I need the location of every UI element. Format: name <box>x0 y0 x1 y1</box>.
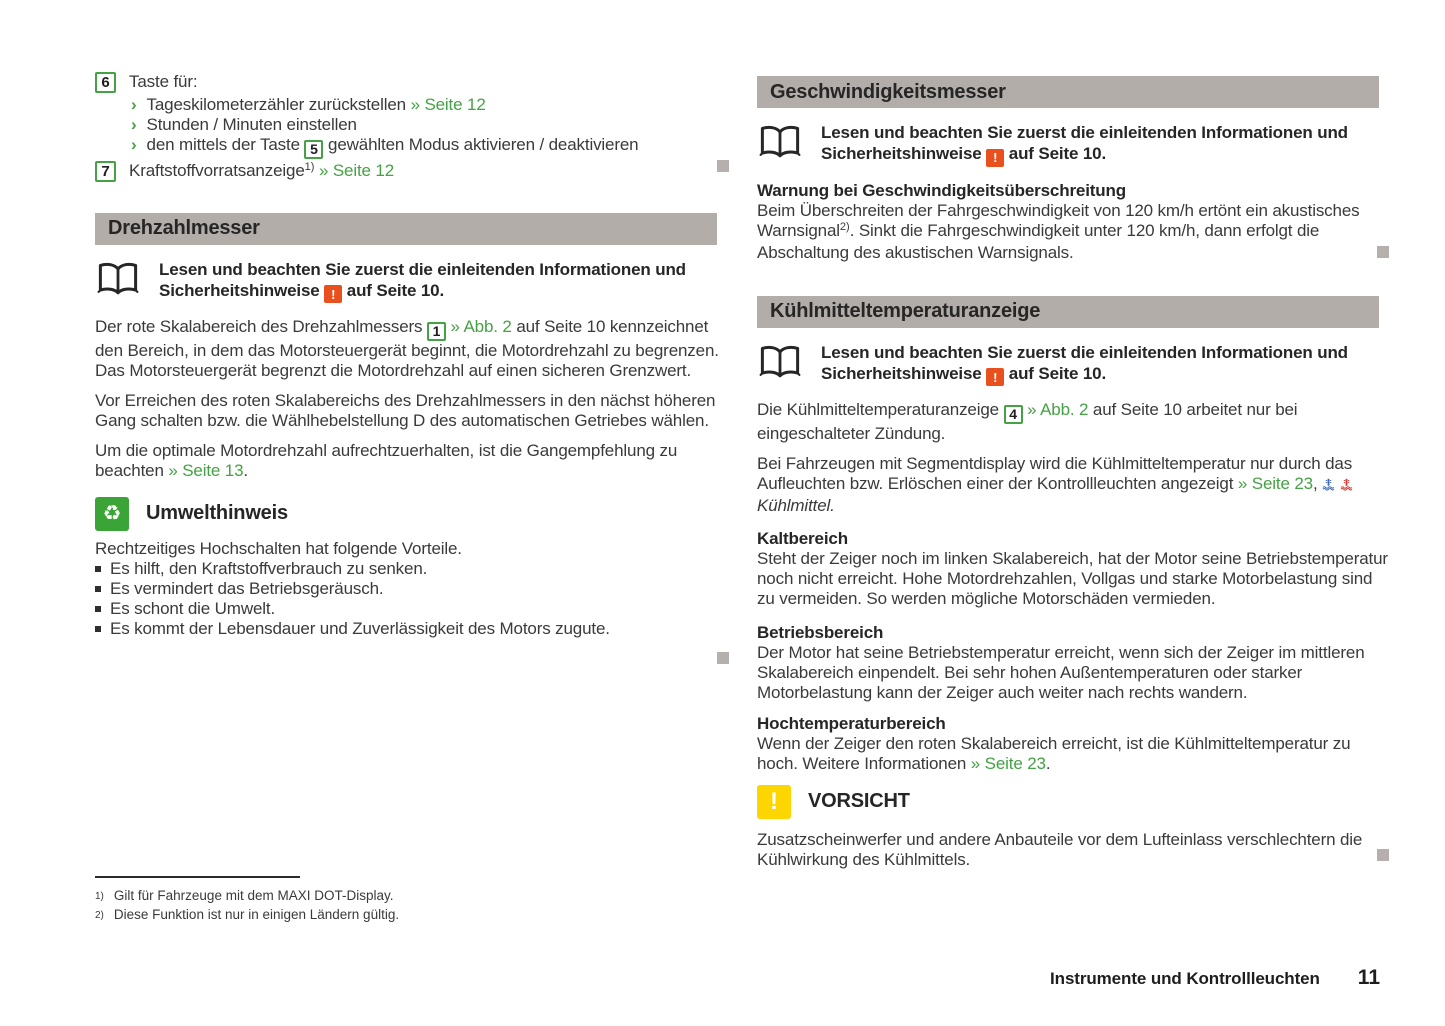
sub-bullet-item <box>131 135 727 159</box>
caution-heading <box>757 785 1389 819</box>
list-item <box>95 619 727 639</box>
open-book-icon <box>757 124 803 166</box>
list-item <box>95 599 727 619</box>
paragraph: Um die optimale Motordrehzahl aufrechtzuerhalten, ist die Gangempfehlung zu beachten » Seite 13. <box>95 440 678 480</box>
footnote-marker: 1) <box>95 891 104 902</box>
coolant-red-icon <box>1340 476 1353 496</box>
read-first-note <box>95 259 727 304</box>
sub-heading: Hochtemperaturbereich <box>757 713 946 733</box>
list-item <box>95 579 727 599</box>
read-first-note-text: Lesen und beachten Sie zuerst die einleitenden Informationen und Sicherheitshinweise ! auf Seite 10. <box>821 123 1348 165</box>
paragraph: Zusatzscheinwerfer und andere Anbauteile vor dem Lufteinlass verschlechtern die Kühlwirkung des Kühlmittels. <box>757 829 1363 869</box>
legend-item-6 <box>95 72 727 93</box>
sub-heading: Warnung bei Geschwindigkeitsüberschreitung <box>757 180 1127 200</box>
list-item-text: Es hilft, den Kraftstoffverbrauch zu senken. <box>110 558 428 578</box>
paragraph: Beim Überschreiten der Fahrgeschwindigkeit von 120 km/h ertönt ein akustisches Warnsignal$^{2)}$. Sinkt die Fahrgeschwindigkeit unter 120 km/h, dann erfolgt die Abschaltung des akustischen Warnsignals. <box>757 200 1360 262</box>
cross-reference-link[interactable]: » Seite 12 <box>410 95 486 114</box>
paragraph: Wenn der Zeiger den roten Skalabereich erreicht, ist die Kühlmitteltemperatur zu hoch. Weitere Informationen » Seite 23. <box>757 733 1351 773</box>
cross-reference-link[interactable]: » Seite 23 <box>1237 473 1313 493</box>
square-bullet-icon <box>95 566 101 572</box>
cross-reference-link[interactable]: » Seite 12 <box>318 160 395 180</box>
read-first-note-text: Lesen und beachten Sie zuerst die einleitenden Informationen und Sicherheitshinweise ! auf Seite 10. <box>821 342 1348 385</box>
read-first-note <box>757 122 1389 167</box>
footnote-text: Diese Funktion ist nur in einigen Ländern gültig. <box>113 907 400 922</box>
legend-item-6-label: Taste für: <box>129 72 198 91</box>
footnote-item <box>95 905 727 924</box>
eco-bullet-list <box>95 559 727 639</box>
section-end-marker <box>717 652 729 664</box>
page-footer <box>1050 966 1380 990</box>
cross-reference-link[interactable]: » Abb. 2 <box>1027 400 1089 419</box>
open-book-icon <box>95 261 141 303</box>
paragraph: Steht der Zeiger noch im linken Skalabereich, hat der Motor seine Betriebstemperatur noch nicht erreicht. Hohe Motordrehzahlen, Vollgas und starke Motorbelastung sind zu vermeiden. So werden mögliche Motorschäden vermieden. <box>757 548 1388 608</box>
legend-item-7 <box>95 161 727 183</box>
ref-number-box: 1 <box>427 322 446 341</box>
paragraph: Der rote Skalabereich des Drehzahlmessers 1 » Abb. 2 auf Seite 10 kennzeichnet den Bereich, in dem das Motorsteuergerät beginnt, die Motordrehzahl zu begrenzen. Das Motorsteuergerät begrenzt die Motordrehzahl auf einen sicheren Grenzwert. <box>95 317 719 380</box>
sub-heading: Betriebsbereich <box>757 622 884 642</box>
read-first-note-text: Lesen und beachten Sie zuerst die einleitenden Informationen und Sicherheitshinweise ! auf Seite 10. <box>159 259 686 302</box>
paragraph: Der Motor hat seine Betriebstemperatur erreicht, wenn sich der Zeiger im mittleren Skalabereich einpendelt. Bei sehr hohen Außentemperaturen oder starker Motorbelastung kann der Zeiger auch weiter nach rechts wandern. <box>757 642 1365 702</box>
emphasis-text: Kühlmittel. <box>757 495 835 515</box>
list-item-text: Es kommt der Lebensdauer und Zuverlässigkeit des Motors zugute. <box>110 618 610 638</box>
eco-note-title: Umwelthinweis <box>146 502 288 524</box>
section-heading-kuehlmitteltemperaturanzeige <box>757 296 1379 328</box>
section-end-marker <box>1377 849 1389 861</box>
ref-number-box-7: 7 <box>95 161 116 182</box>
section-end-marker <box>717 160 729 172</box>
legend-item-7-text: Kraftstoffvorratsanzeige$^{1)}$ » Seite 12 <box>129 160 395 180</box>
cross-reference-link[interactable]: » Seite 23 <box>970 753 1046 773</box>
square-bullet-icon <box>95 606 101 612</box>
ref-number-box-6: 6 <box>95 72 116 93</box>
footnote-marker: 2) <box>95 910 104 921</box>
section-end-marker <box>1377 246 1389 258</box>
operating-range-block <box>757 623 1389 703</box>
list-item-text: Es vermindert das Betriebsgeräusch. <box>110 578 384 598</box>
sub-bullet-item <box>131 115 727 135</box>
section-heading-drehzahlmesser <box>95 213 717 245</box>
footnote-rule <box>95 876 300 878</box>
square-bullet-icon <box>95 586 101 592</box>
footer-page-number: 11 <box>1357 966 1380 989</box>
ref-number-box: 5 <box>304 140 323 159</box>
footnote-text: Gilt für Fahrzeuge mit dem MAXI DOT-Display. <box>113 888 394 903</box>
recycle-icon: ♻ <box>95 497 129 531</box>
coolant-blue-icon <box>1322 476 1335 496</box>
high-temperature-block <box>757 714 1389 774</box>
safety-alert-icon: ! <box>324 285 342 303</box>
sub-bullet-text: den mittels der Taste 5 gewählten Modus aktivieren / deaktivieren <box>146 135 639 157</box>
footnote-item <box>95 886 727 905</box>
paragraph: Vor Erreichen des roten Skalabereichs des Drehzahlmessers in den nächst höheren Gang schalten bzw. die Wählhebelstellung D des automatischen Getriebes wählen. <box>95 390 716 430</box>
eco-note-intro: Rechtzeitiges Hochschalten hat folgende Vorteile. <box>95 538 462 558</box>
section-heading-text: Kühlmitteltemperaturanzeige <box>770 300 1041 322</box>
chevron-bullet-icon: › <box>131 135 137 154</box>
left-column <box>95 72 727 639</box>
chevron-bullet-icon: › <box>131 115 137 134</box>
footer-chapter-title: Instrumente und Kontrollleuchten <box>1050 969 1320 988</box>
read-first-note <box>757 342 1389 387</box>
sub-heading: Kaltbereich <box>757 528 848 548</box>
sub-bullet-text: Stunden / Minuten einstellen <box>146 115 357 134</box>
paragraph: Bei Fahrzeugen mit Segmentdisplay wird die Kühlmitteltemperatur nur durch das Aufleuchten bzw. Erlöschen einer der Kontrollleuchten angezeigt » Seite 23, Kühlmittel. <box>757 453 1353 515</box>
eco-note-heading <box>95 497 727 531</box>
safety-alert-icon: ! <box>986 149 1004 167</box>
right-column <box>757 76 1389 870</box>
paragraph: Die Kühlmitteltemperaturanzeige 4 » Abb. 2 auf Seite 10 arbeitet nur bei eingeschalteter Zündung. <box>757 400 1298 443</box>
sub-bullet-item <box>131 95 727 115</box>
footnotes <box>95 876 727 924</box>
cross-reference-link[interactable]: » Abb. 2 <box>450 317 512 336</box>
cold-range-block <box>757 529 1389 609</box>
caution-title: VORSICHT <box>808 790 910 812</box>
footnote-marker: 2) <box>839 220 850 233</box>
speed-warning-block <box>757 181 1389 263</box>
list-item <box>95 559 727 579</box>
cross-reference-link[interactable]: » Seite 13 <box>168 460 244 480</box>
safety-alert-icon: ! <box>986 368 1004 386</box>
footnote-marker: 1) <box>304 160 315 173</box>
chevron-bullet-icon: › <box>131 95 137 114</box>
caution-exclamation-icon: ! <box>757 785 791 819</box>
sub-bullet-text: Tageskilometerzähler zurückstellen » Seite 12 <box>146 95 486 114</box>
ref-number-box: 4 <box>1004 405 1023 424</box>
legend-item-6-sublist <box>131 95 727 159</box>
list-item-text: Es schont die Umwelt. <box>110 598 276 618</box>
section-heading-text: Drehzahlmesser <box>108 217 260 239</box>
section-heading-geschwindigkeitsmesser <box>757 76 1379 108</box>
open-book-icon <box>757 344 803 386</box>
section-heading-text: Geschwindigkeitsmesser <box>770 80 1006 103</box>
square-bullet-icon <box>95 626 101 632</box>
